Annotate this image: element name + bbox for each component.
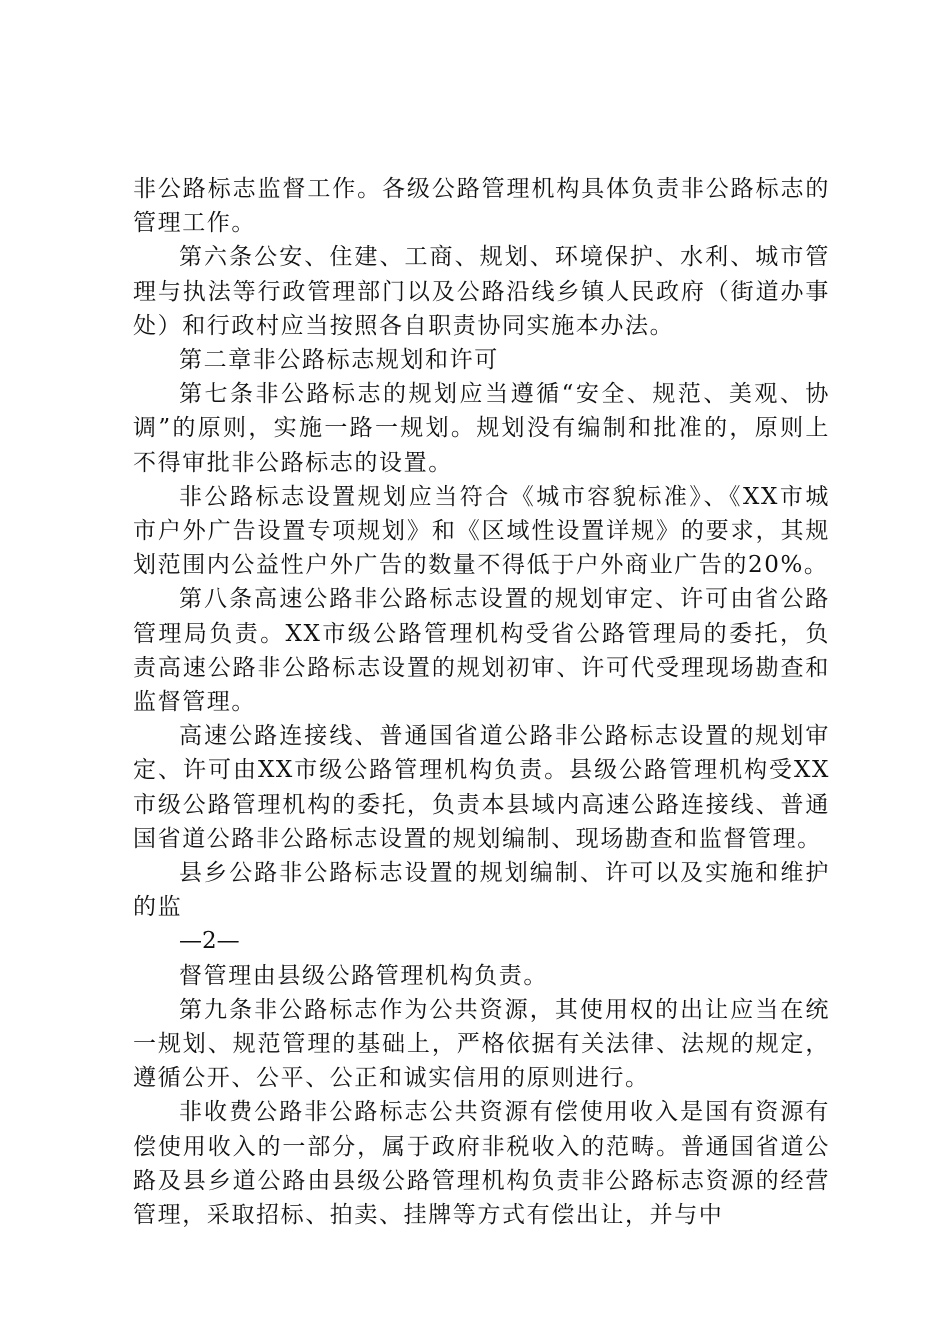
paragraph-county-roads: 县乡公路非公路标志设置的规划编制、许可以及实施和维护的监 bbox=[133, 860, 830, 921]
document-page bbox=[133, 172, 830, 1232]
paragraph-article-8: 第八条高速公路非公路标志设置的规划审定、许可由省公路管理局负责。XX市级公路管理机构受省公路管理局的委托，负责高速公路非公路标志设置的规划初审、许可代受理现场勘查和监督管理。 bbox=[133, 586, 830, 716]
paragraph-resource-revenue: 非收费公路非公路标志公共资源有偿使用收入是国有资源有偿使用收入的一部分，属于政府非税收入的范畴。普通国省道公路及县乡道公路由县级公路管理机构负责非公路标志资源的经营管理，采取招标、拍卖、挂牌等方式有偿出让，并与中 bbox=[133, 1099, 830, 1229]
paragraph-highway-connections: 高速公路连接线、普通国省道公路非公路标志设置的规划审定、许可由XX市级公路管理机构负责。县级公路管理机构受XX市级公路管理机构的委托，负责本县域内高速公路连接线、普通国省道公路非公路标志设置的规划编制、现场勘查和监督管理。 bbox=[133, 723, 830, 852]
paragraph-planning-standards: 非公路标志设置规划应当符合《城市容貌标准》、《XX市城市户外广告设置专项规划》和《区域性设置详规》的要求，其规划范围内公益性户外广告的数量不得低于户外商业广告的20%。 bbox=[133, 483, 830, 579]
paragraph-article-7: 第七条非公路标志的规划应当遵循“安全、规范、美观、协调”的原则，实施一路一规划。规划没有编制和批准的，原则上不得审批非公路标志的设置。 bbox=[133, 381, 830, 476]
paragraph-article-9: 第九条非公路标志作为公共资源，其使用权的出让应当在统一规划、规范管理的基础上，严格依据有关法律、法规的规定，遵循公开、公平、公正和诚实信用的原则进行。 bbox=[133, 996, 830, 1092]
chapter-heading: 第二章非公路标志规划和许可 bbox=[179, 347, 499, 374]
paragraph-continuation: 非公路标志监督工作。各级公路管理机构具体负责非公路标志的管理工作。 bbox=[133, 176, 830, 237]
paragraph-article-6: 第六条公安、住建、工商、规划、环境保护、水利、城市管理与执法等行政管理部门以及公路沿线乡镇人民政府（街道办事处）和行政村应当按照各自职责协同实施本办法。 bbox=[133, 244, 830, 339]
paragraph-supervision: 督管理由县级公路管理机构负责。 bbox=[179, 962, 548, 989]
page-number: —2— bbox=[179, 928, 240, 955]
